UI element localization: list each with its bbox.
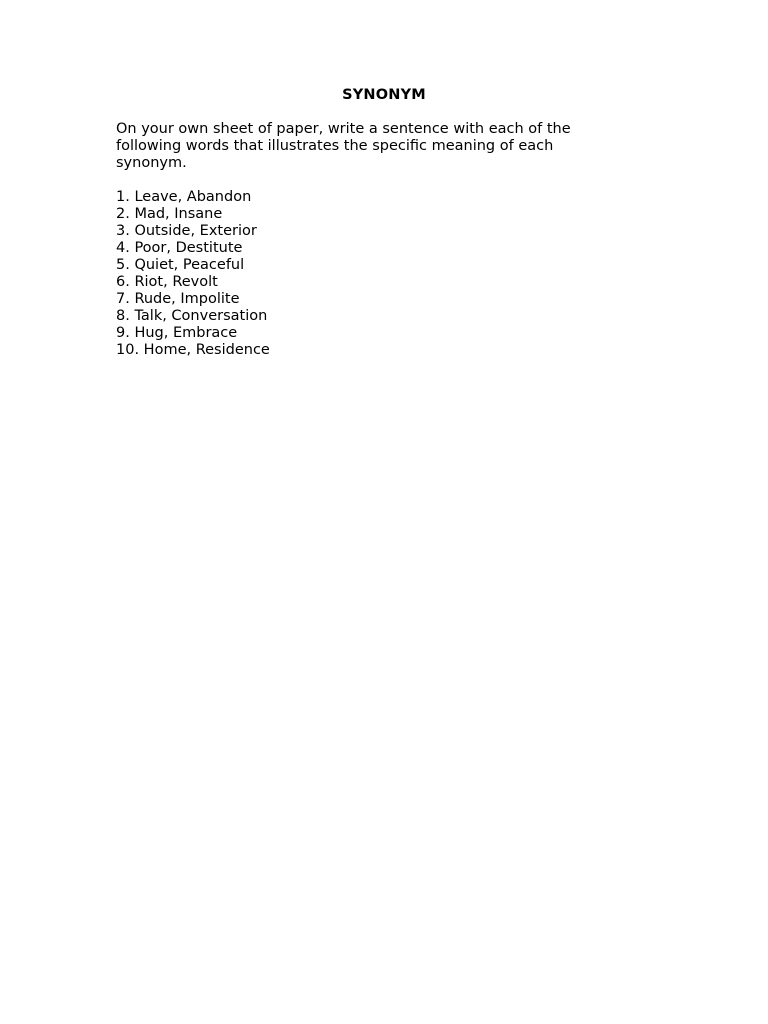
list-item: 4. Poor, Destitute <box>116 240 243 256</box>
instructions-line: On your own sheet of paper, write a sentence with each of the <box>116 121 571 137</box>
list-item: 5. Quiet, Peaceful <box>116 257 245 273</box>
list-item: 3. Outside, Exterior <box>116 223 257 239</box>
list-item: 10. Home, Residence <box>116 342 270 358</box>
list-item: 8. Talk, Conversation <box>116 308 268 324</box>
instructions-paragraph <box>116 121 636 172</box>
list-item: 2. Mad, Insane <box>116 206 223 222</box>
instructions-line: synonym. <box>116 155 187 171</box>
list-item: 6. Riot, Revolt <box>116 274 218 290</box>
synonym-list <box>116 189 270 359</box>
page-title: SYNONYM <box>342 87 426 103</box>
instructions-line: following words that illustrates the specific meaning of each <box>116 138 554 154</box>
list-item: 7. Rude, Impolite <box>116 291 240 307</box>
list-item: 9. Hug, Embrace <box>116 325 238 341</box>
list-item: 1. Leave, Abandon <box>116 189 252 205</box>
